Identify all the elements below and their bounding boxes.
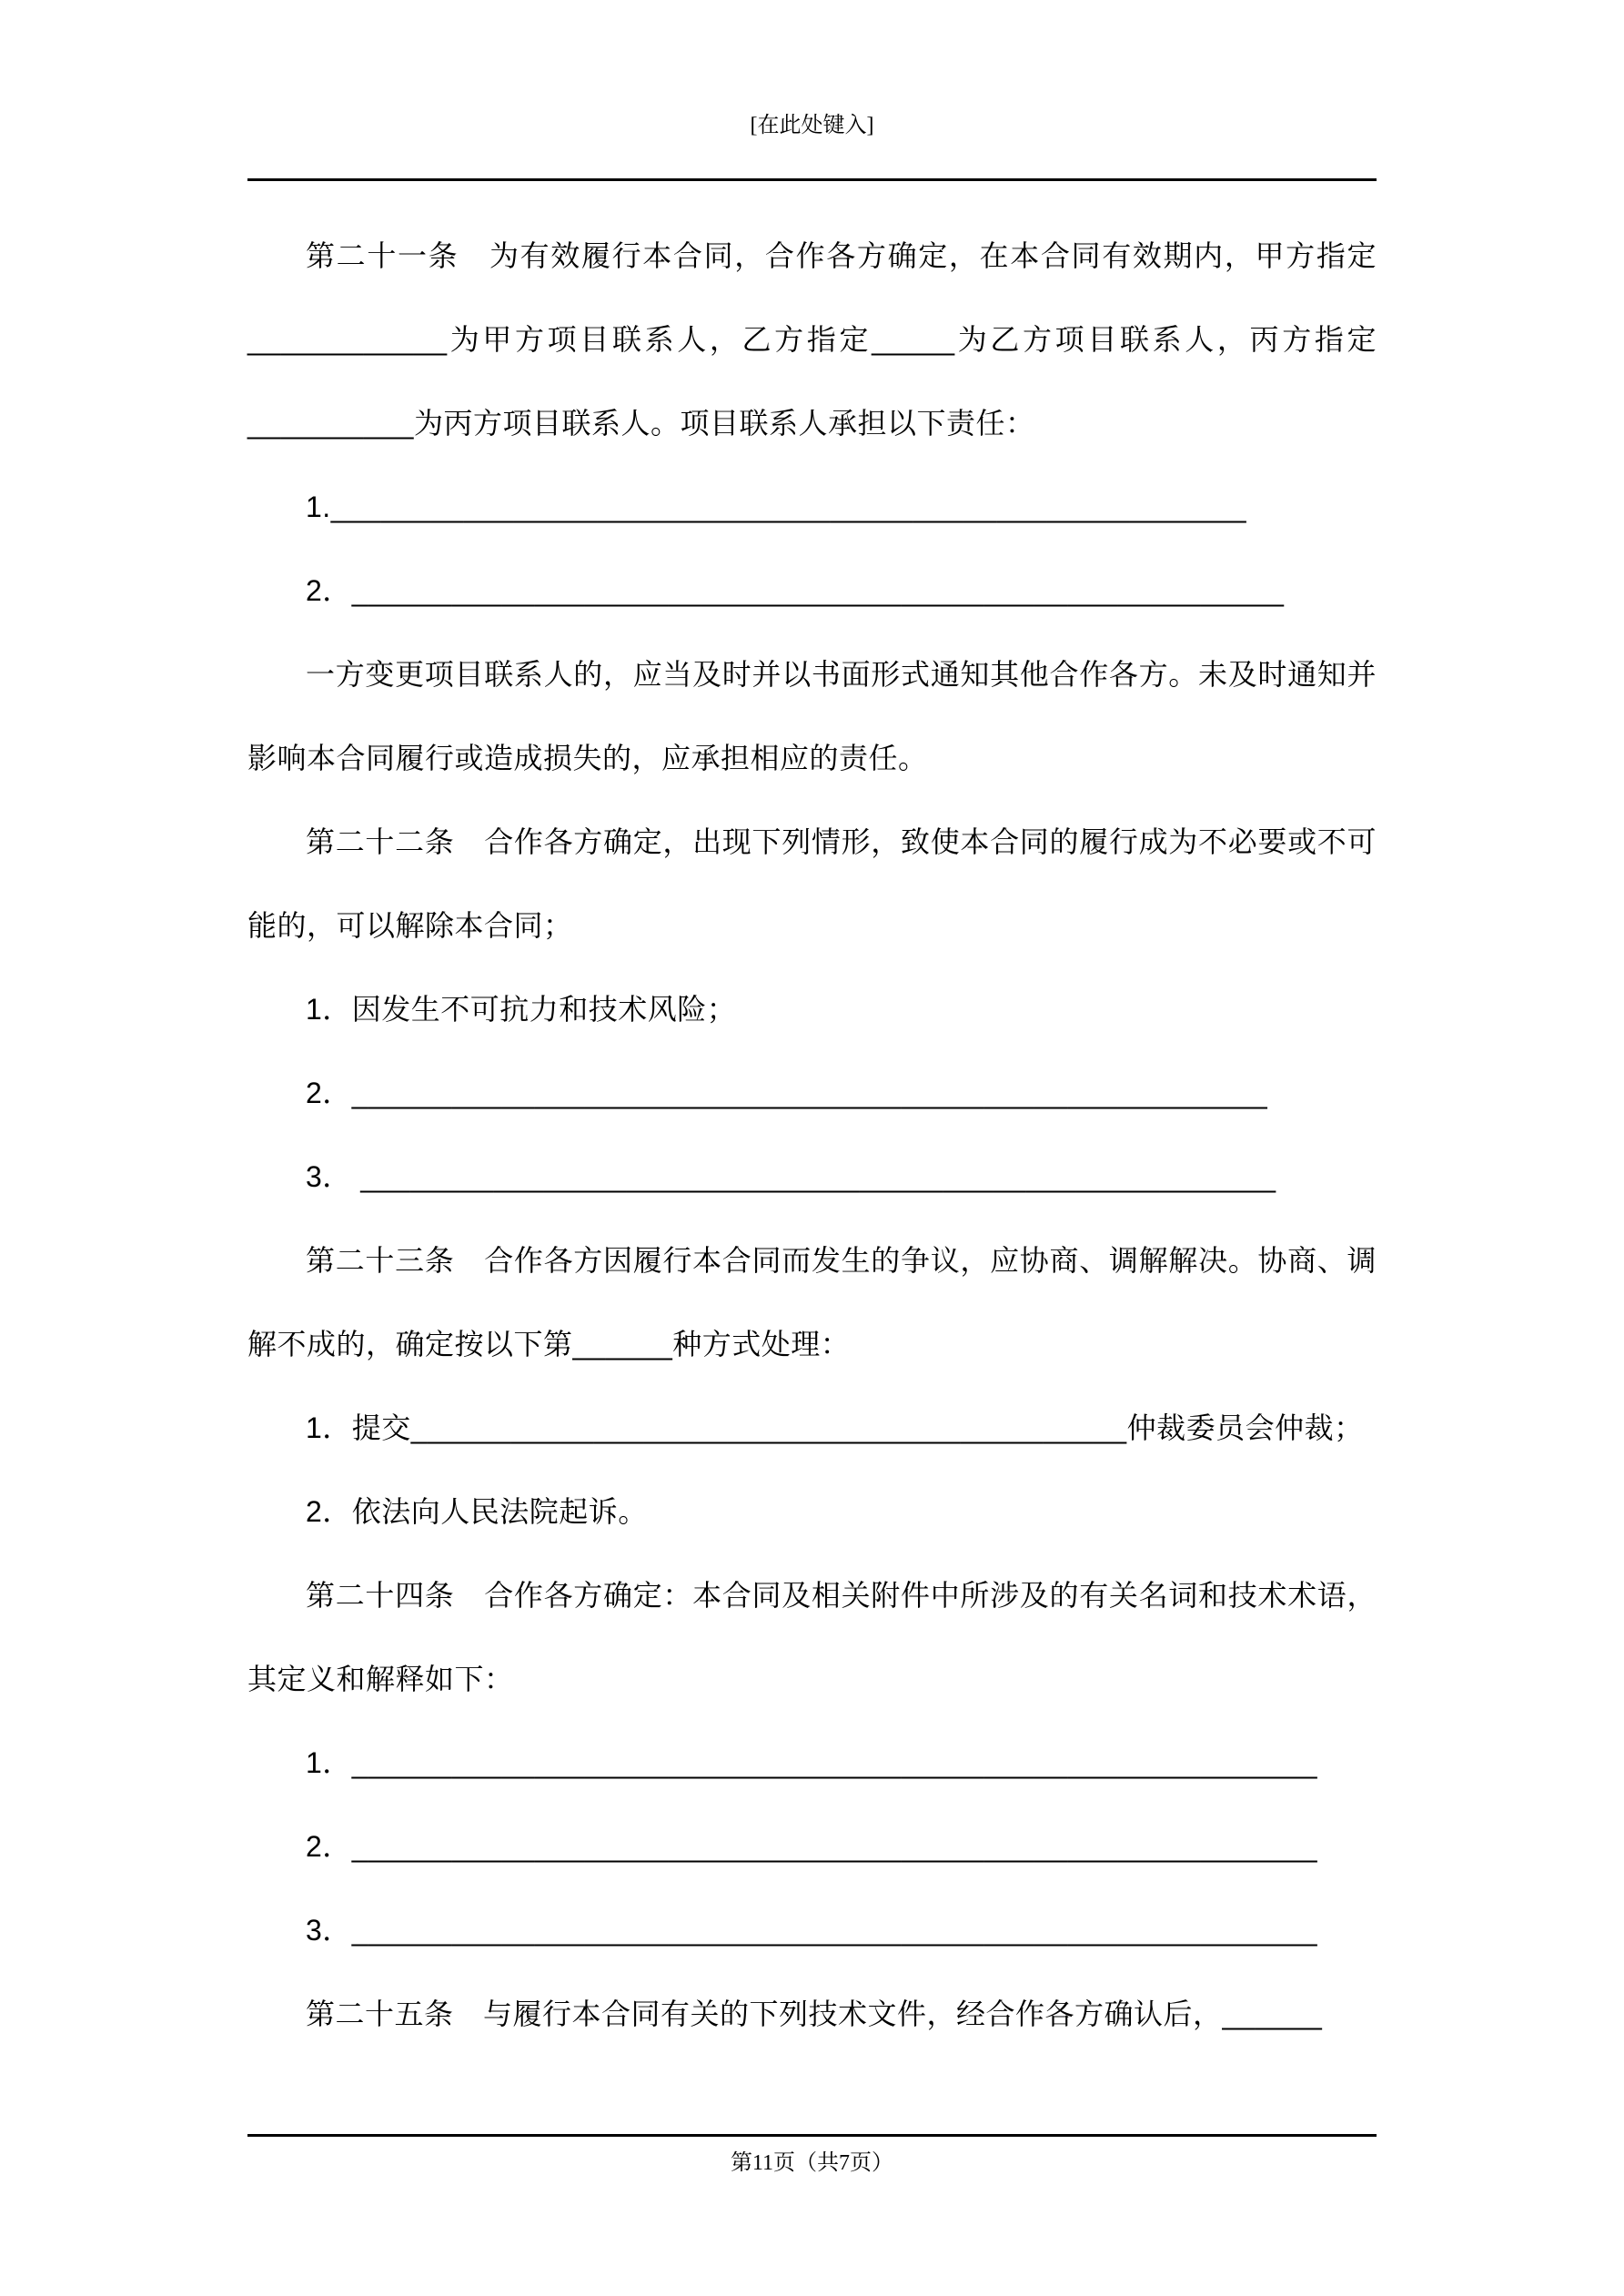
clause-25: 第二十五条 与履行本合同有关的下列技术文件，经合作各方确认后，______ — [306, 1998, 1323, 2030]
clause-22-item-1: 1．因发生不可抗力和技术风险； — [306, 993, 737, 1026]
header-rule — [247, 178, 1377, 181]
clause-21-blank-1: 1._______________________________________________________ — [306, 491, 1247, 523]
clause-24-blank-3: 3．__________________________________________________________ — [306, 1914, 1318, 1947]
notice-paragraph: 一方变更项目联系人的，应当及时并以书面形式通知其他合作各方。未及时通知并影响本合同履行或造成损失的，应承担相应的责任。 — [247, 658, 1377, 774]
clause-24-blank-1: 1．__________________________________________________________ — [306, 1746, 1318, 1779]
header-placeholder: [在此处键入] — [750, 114, 874, 137]
clause-24-blank-2: 2．__________________________________________________________ — [306, 1830, 1318, 1863]
clause-24: 第二十四条 合作各方确定：本合同及相关附件中所涉及的有关名词和技术术语，其定义和解释如下： — [247, 1579, 1377, 1695]
page-number: 第11页（共7页） — [730, 2151, 894, 2175]
clause-23: 第二十三条 合作各方因履行本合同而发生的争议，应协商、调解解决。协商、调解不成的，确定按以下第______种方式处理： — [247, 1244, 1377, 1360]
clause-23-item-2: 2．依法向人民法院起诉。 — [306, 1495, 648, 1528]
document-body — [247, 214, 1377, 2056]
clause-22: 第二十二条 合作各方确定，出现下列情形，致使本合同的履行成为不必要或不可能的，可以解除本合同； — [247, 825, 1377, 942]
clause-21-blank-2: 2．________________________________________________________ — [306, 574, 1285, 607]
clause-22-blank-3: 3． _______________________________________________________ — [306, 1160, 1276, 1193]
clause-22-blank-2: 2．_______________________________________________________ — [306, 1077, 1268, 1109]
footer-rule — [247, 2134, 1377, 2137]
clause-21: 第二十一条 为有效履行本合同，合作各方确定，在本合同有效期内，甲方指定____________为甲方项目联系人，乙方指定_____为乙方项目联系人，丙方指定__________为丙方项目联系人。项目联系人承担以下责任： — [247, 239, 1377, 440]
clause-23-item-1: 1．提交___________________________________________仲裁委员会仲裁； — [306, 1411, 1364, 1444]
